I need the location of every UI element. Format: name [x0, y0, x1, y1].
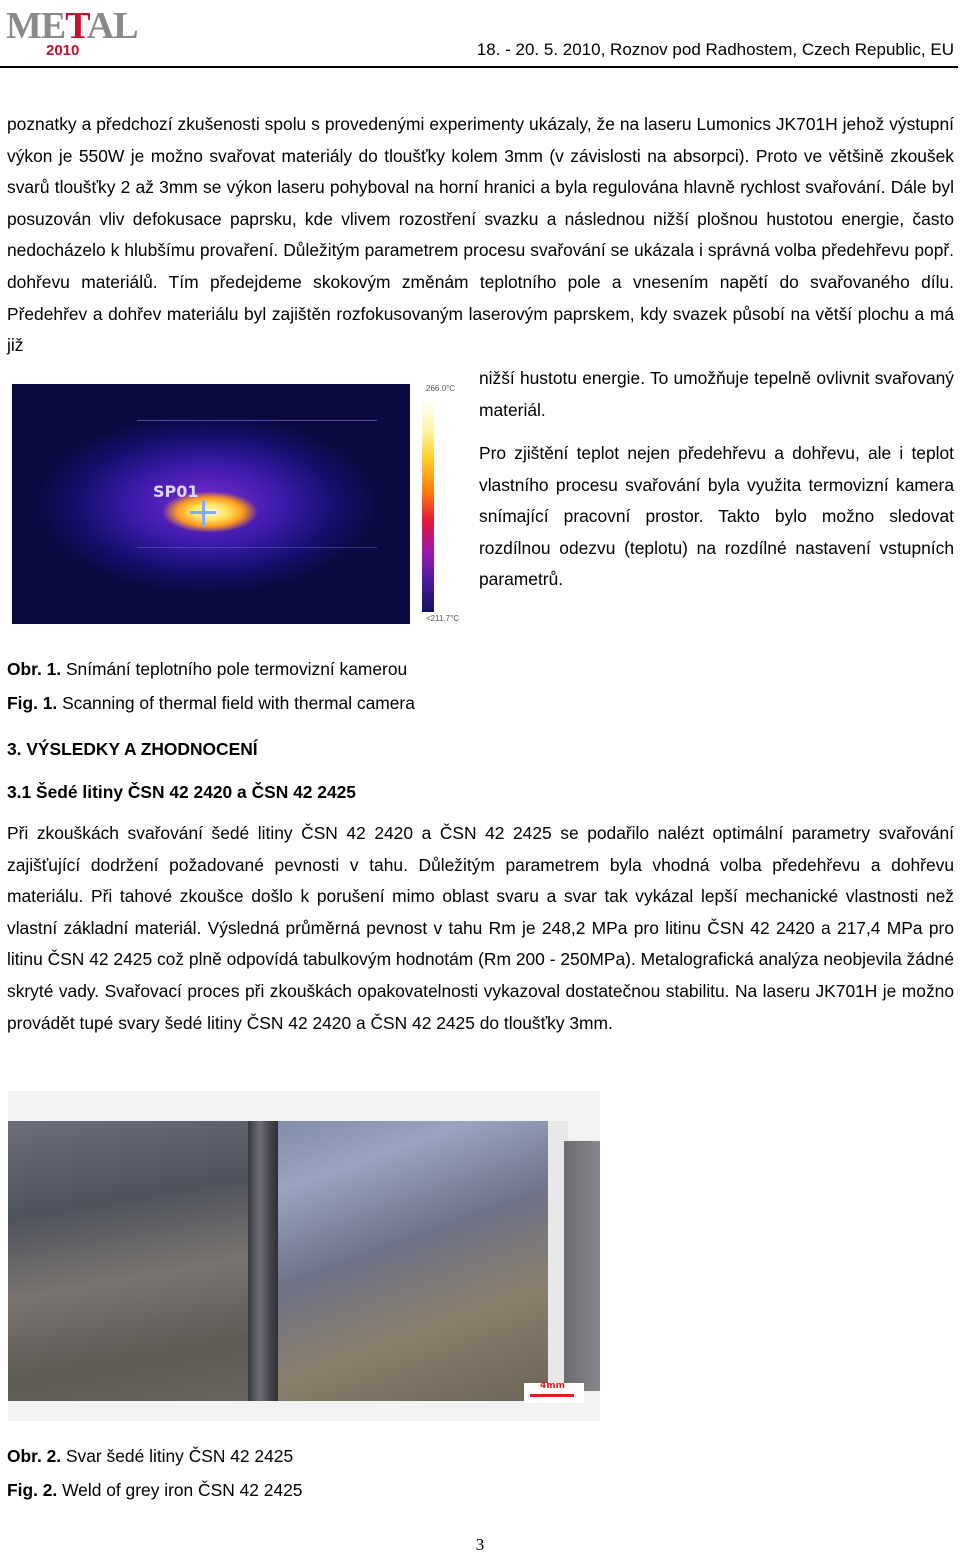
temperature-scale-min: <211.7°C [426, 614, 460, 623]
page-header [0, 0, 960, 70]
figure1-text-en: Scanning of thermal field with thermal camera [57, 693, 415, 713]
metal-2010-logo [6, 4, 138, 60]
weld-plate-left [8, 1121, 278, 1401]
figure2-caption-cz [7, 1445, 293, 1467]
crosshair-vertical [202, 500, 205, 526]
weld-plate-right [564, 1141, 600, 1391]
temperature-scale-max: 266.0°C [426, 384, 455, 393]
scale-bar-icon [530, 1394, 574, 1397]
results-paragraph: Při zkouškách svařování šedé litiny ČSN 42 2420 a ČSN 42 2425 se podařilo nalézt optimální parametry svařování zajišťující dodržení požadované pevnosti v tahu. Důležitým parametrem byla vhodná volba předehřevu a dohřevu materiálu. Při tahové zkoušce došlo k porušení mimo oblast svaru a svar tak vykázal lepší mechanické vlastnosti než vlastní základní materiál. Výsledná průměrná pevnost v tahu Rm je 248,2 MPa pro litinu ČSN 42 2420 a 217,4 MPa pro litinu ČSN 42 2425 což plně odpovídá tabulkovým hodnotám (Rm 200 - 250MPa). Metalografická analýza neobjevila žádné skryté vady. Svařovací proces při zkouškách opakovatelnosti vykazoval dostatečnou stabilitu. Na laseru JK701H je možno provádět tupé svary šedé litiny ČSN 42 2420 a ČSN 42 2425 do tloušťky 3mm. [7, 823, 954, 1033]
thermal-image [12, 384, 464, 624]
scale-label: 4mm [540, 1381, 566, 1391]
figure2-caption-en [7, 1479, 302, 1501]
figure1-label-en: Fig. 1. [7, 693, 58, 713]
thermal-frame [12, 384, 410, 624]
figure2-text-cz: Svar šedé litiny ČSN 42 2425 [61, 1446, 294, 1466]
figure1-caption-cz [7, 658, 407, 680]
intro-paragraph: poznatky a předchozí zkušenosti spolu s provedenými experimenty ukázaly, že na laseru Lumonics JK701H jehož výstupní výkon je 550W je možno svařovat materiály do tloušťky kolem 3mm (v závislosti na absorpci). Proto ve většině zkoušek svarů tloušťky 2 až 3mm se výkon laseru pohyboval na horní hranici a byla regulována hlavně rychlost svařování. Dále byl posuzován vliv defokusace paprsku, kde vlivem rozostření svazku a následnou nižší plošnou hustotou energie, často nedocházelo k hlubšímu provaření. Důležitým parametrem procesu svařování se ukázala i správná volba předehřevu popř. dohřevu materiálů. Tím předejdeme skokovým změnám teplotního pole a vnesením napětí do svařovaného dílu. Předehřev a dohřev materiálu byl zajištěn rozfokusovaným laserovým paprskem, kdy svazek působí na větší plochu a má již [7, 114, 954, 356]
subsection-heading: 3.1 Šedé litiny ČSN 42 2420 a ČSN 42 2425 [7, 782, 356, 802]
section-heading: 3. VÝSLEDKY A ZHODNOCENÍ [7, 739, 258, 759]
logo-text-post: AL [86, 5, 138, 47]
header-divider [0, 66, 958, 68]
page-number: 3 [475, 1535, 485, 1554]
weld-photo [8, 1091, 600, 1421]
logo-text-pre: ME [6, 5, 66, 47]
figure2-label-cz: Obr. 2. [7, 1446, 62, 1466]
spot-label: SP01 [153, 482, 199, 501]
temperature-color-scale [422, 398, 434, 612]
figure2-text-en: Weld of grey iron ČSN 42 2425 [57, 1480, 303, 1500]
weld-plate-middle [258, 1121, 550, 1401]
weld-bead [248, 1121, 278, 1401]
figure2-label-en: Fig. 2. [7, 1480, 58, 1500]
conference-info: 18. - 20. 5. 2010, Roznov pod Radhostem, Czech Republic, EU [476, 40, 954, 59]
logo-text-t: T [65, 5, 87, 47]
side-paragraph-1: nižší hustotu energie. To umožňuje tepelně ovlivnit svařovaný materiál. [479, 368, 954, 420]
figure1-caption-en [7, 692, 415, 714]
side-paragraph-2: Pro zjištění teplot nejen předehřevu a dohřevu, ale i teplot vlastního procesu svařování byla využita termovizní kamera snímající pracovní prostor. Takto bylo možno sledovat rozdílnou odezvu (teplotu) na rozdílné nastavení vstupních parametrů. [479, 443, 954, 590]
figure1-text-cz: Snímání teplotního pole termovizní kamerou [61, 659, 408, 679]
logo-year: 2010 [46, 42, 80, 59]
figure1-label-cz: Obr. 1. [7, 659, 62, 679]
